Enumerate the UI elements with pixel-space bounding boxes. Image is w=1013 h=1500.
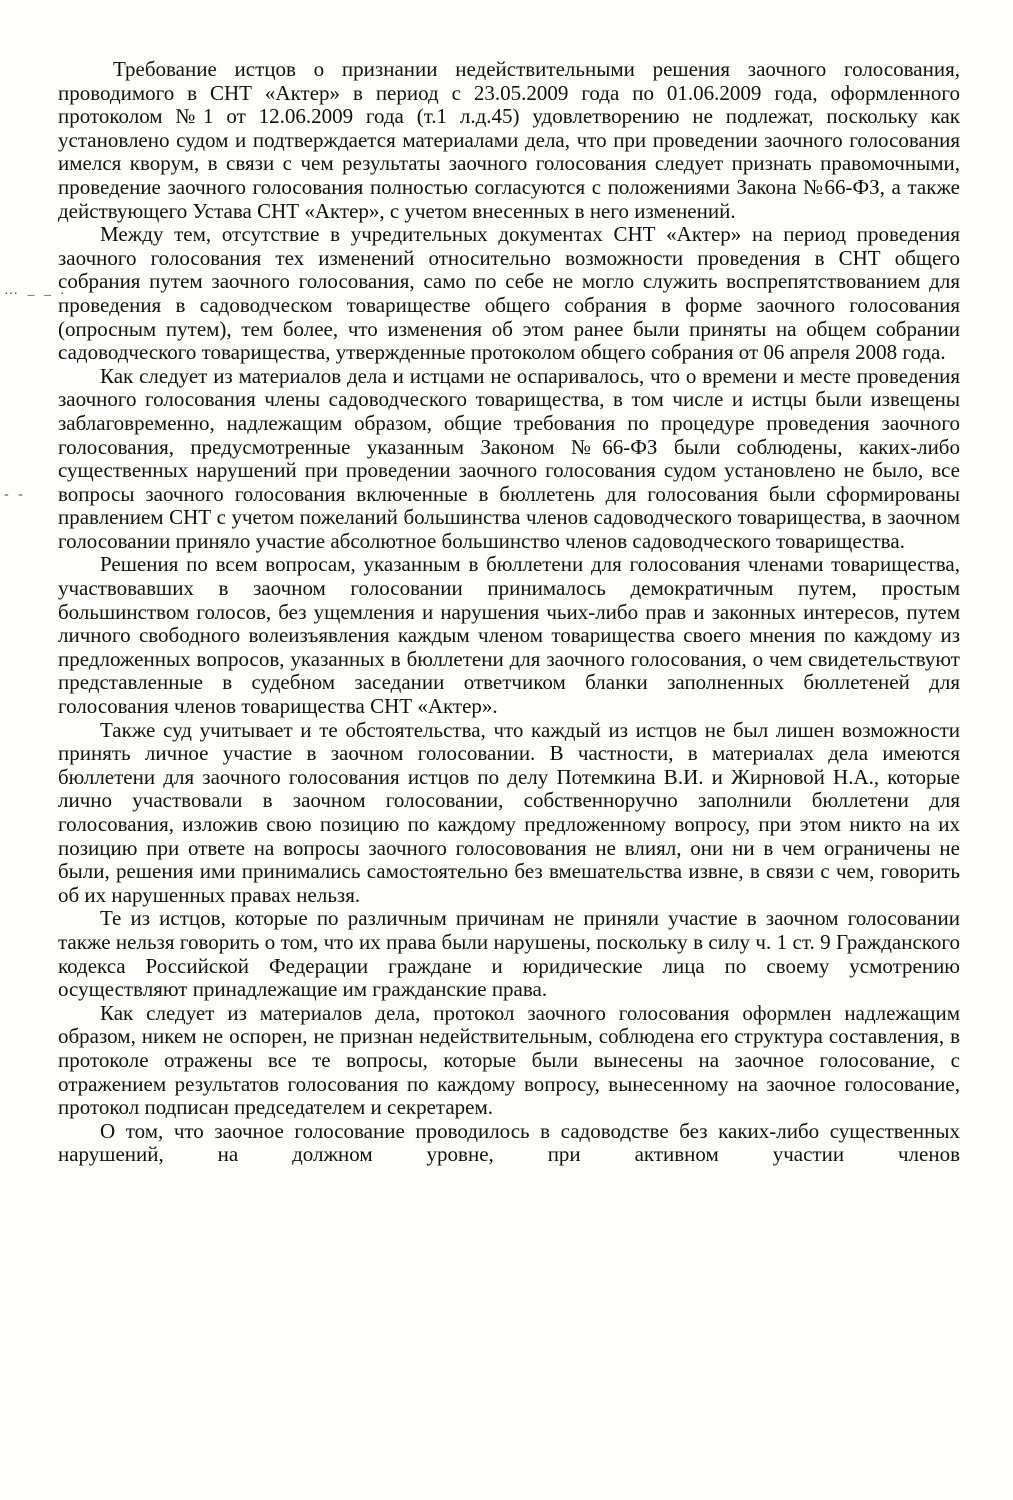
paragraph-7: Как следует из материалов дела, протокол заочного голосования оформлен надлежащим образом, никем не оспорен, не признан недействительным, соблюдена его структура составления, в протоколе отражены все те вопросы, которые были вынесены на заочное голосование, с отражением результатов голосования по каждому вопросу, вынесенному на заочное голосование, протокол подписан председателем и секретарем. xyxy=(58,1000,960,1120)
scan-artifact-dots: … _ _ . xyxy=(4,283,67,298)
paragraph-8: О том, что заочное голосование проводилось в садоводстве без каких-либо существенных нарушений, на должном уровне, при активном участии членов xyxy=(58,1118,960,1167)
paragraph-6: Те из истцов, которые по различным причинам не приняли участие в заочном голосовании также нельзя говорить о том, что их права были нарушены, поскольку в силу ч. 1 ст. 9 Гражданского кодекса Российской Федерации граждане и юридические лица по своему усмотрению осуществляют принадлежащие им гражданские права. xyxy=(58,906,960,1002)
paragraph-4: Решения по всем вопросам, указанным в бюллетени для голосования членами товарищества, участвовавших в заочном голосовании принималось демократичным путем, простым большинством голосов, без ущемления и нарушения чьих-либо прав и законных интересов, путем личного свободного волеизъявления каждым членом товарищества своего мнения по каждому из предложенных вопросов, указанных в бюллетени для заочного голосования, о чем свидетельствуют представленные в судебном заседании ответчиком бланки заполненных бюллетеней для голосования членов товарищества СНТ «Актер». xyxy=(58,552,960,719)
paragraph-2: Между тем, отсутствие в учредительных документах СНТ «Актер» на период проведения заочного голосования тех изменений относительно возможности проведения в СНТ общего собрания путем заочного голосования, само по себе не могло служить воспрепятствованием для проведения в садоводческом товариществе общего собрания в форме заочного голосования (опросным путем), тем более, что изменения об этом ранее были приняты на общем собрании садоводческого товарищества, утвержденные протоколом общего собрания от 06 апреля 2008 года. xyxy=(58,222,960,365)
document-body xyxy=(58,58,960,1167)
paragraph-5: Также суд учитывает и те обстоятельства, что каждый из истцов не был лишен возможности принять личное участие в заочном голосовании. В частности, в материалах дела имеются бюллетени для заочного голосования истцов по делу Потемкина В.И. и Жирновой Н.А., которые лично участвовали в заочном голосовании, собственноручно заполнили бюллетени для голосования, изложив свою позицию по каждому предложенному вопросу, при этом никто на их позицию при ответе на вопросы заочного голосовования не влиял, они ни в чем ограничены не были, решения ими принимались самостоятельно без вмешательства извне, в связи с чем, говорить об их нарушенных правах нельзя. xyxy=(58,717,960,907)
paragraph-1: Требование истцов о признании недействительными решения заочного голосования, проводимого в СНТ «Актер» в период с 23.05.2009 года по 01.06.2009 года, оформленного протоколом №1 от 12.06.2009 года (т.1 л.д.45) удовлетворению не подлежат, поскольку как установлено судом и подтверждается материалами дела, что при проведении заочного голосования имелся кворум, в связи с чем результаты заочного голосования следует признать правомочными, проведение заочного голосования полностью согласуются с положениями Закона №66-ФЗ, а также действующего Устава СНТ «Актер», с учетом внесенных в него изменений. xyxy=(58,57,960,223)
scan-artifact-dash: - - xyxy=(4,487,26,502)
paragraph-3: Как следует из материалов дела и истцами не оспаривалось, что о времени и месте проведения заочного голосования члены садоводческого товарищества, в том числе и истцы были извещены заблаговременно, надлежащим образом, общие требования по процедуре проведения заочного голосования, предусмотренные указанным Законом №66-ФЗ были соблюдены, каких-либо существенных нарушений при проведении заочного голосования судом установлено не было, все вопросы заочного голосования включенные в бюллетень для голосования были сформированы правлением СНТ с учетом пожеланий большинства членов садоводческого товарищества, в заочном голосовании приняло участие абсолютное большинство членов садоводческого товарищества. xyxy=(58,363,960,553)
